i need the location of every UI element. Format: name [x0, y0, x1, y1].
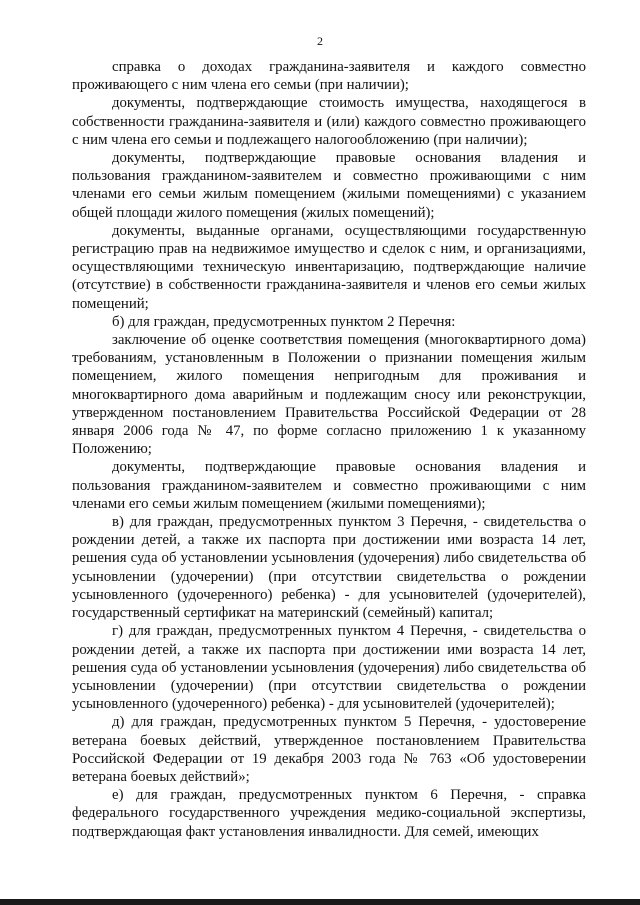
paragraph-housing-rights: документы, подтверждающие правовые основания владения и пользования гражданином-заявителем и совместно проживающими с ним членами его семьи жилым помещением (жилыми помещениями) с указанием общей площади жилого помещения (жилых помещений); [72, 150, 586, 221]
paragraph-item-e: е) для граждан, предусмотренных пунктом 6 Перечня, - справка федерального государственного учреждения медико-социальной экспертизы, подтверждающая факт установления инвалидности. Для семей, имеющих [72, 787, 586, 840]
paragraph-item-d: д) для граждан, предусмотренных пунктом 5 Перечня, - удостоверение ветерана боевых действий, утвержденное постановлением Правительства Российской Федерации от 19 декабря 2003 года № 763 «Об удостоверении ветерана боевых действий»; [72, 714, 586, 785]
paragraph-housing-rights-b: документы, подтверждающие правовые основания владения и пользования гражданином-заявителем и совместно проживающими с ним членами его семьи жилым помещением (жилыми помещениями); [72, 459, 586, 512]
document-body [72, 58, 586, 841]
paragraph-item-b-heading: б) для граждан, предусмотренных пунктом 2 Перечня: [112, 313, 456, 330]
paragraph-item-v: в) для граждан, предусмотренных пунктом 3 Перечня, - свидетельства о рождении детей, а также их паспорта при достижении ими возраста 14 лет, решения суда об установлении усыновления (удочерения) либо свидетельства об усыновлении (удочерении) (при отсутствии свидетельства о рождении усыновленного (удочеренного) ребенка) - для усыновителей (удочерителей), государственный сертификат на материнский (семейный) капитал; [72, 514, 586, 622]
paragraph-assessment-conclusion: заключение об оценке соответствия помещения (многоквартирного дома) требованиям, установленным в Положении о признании помещения жилым помещением, жилого помещения непригодным для проживания и многоквартирного дома аварийным и подлежащим сносу или реконструкции, утвержденном постановлением Правительства Российской Федерации от 28 января 2006 года № 47, по форме согласно приложению 1 к указанному Положению; [72, 332, 586, 458]
scan-bottom-edge [0, 899, 640, 905]
paragraph-registration-documents: документы, выданные органами, осуществляющими государственную регистрацию прав на недвижимое имущество и сделок с ним, и организациями, осуществляющими техническую инвентаризацию, подтверждающие наличие (отсутствие) в собственности гражданина-заявителя и членов его семьи жилых помещений; [72, 222, 586, 312]
paragraph-income-certificate: справка о доходах гражданина-заявителя и каждого совместно проживающего с ним члена его семьи (при наличии); [72, 59, 586, 94]
paragraph-item-g: г) для граждан, предусмотренных пунктом 4 Перечня, - свидетельства о рождении детей, а также их паспорта при достижении ими возраста 14 лет, решения суда об установлении усыновления (удочерения) либо свидетельства об усыновлении (удочерении) (при отсутствии свидетельства о рождении усыновленного (удочеренного) ребенка) - для усыновителей (удочерителей); [72, 623, 586, 713]
paragraph-property-value: документы, подтверждающие стоимость имущества, находящегося в собственности гражданина-заявителя и (или) каждого совместно проживающего с ним члена его семьи и подлежащего налогообложению (при наличии); [72, 95, 586, 148]
page-number: 2 [317, 34, 323, 48]
